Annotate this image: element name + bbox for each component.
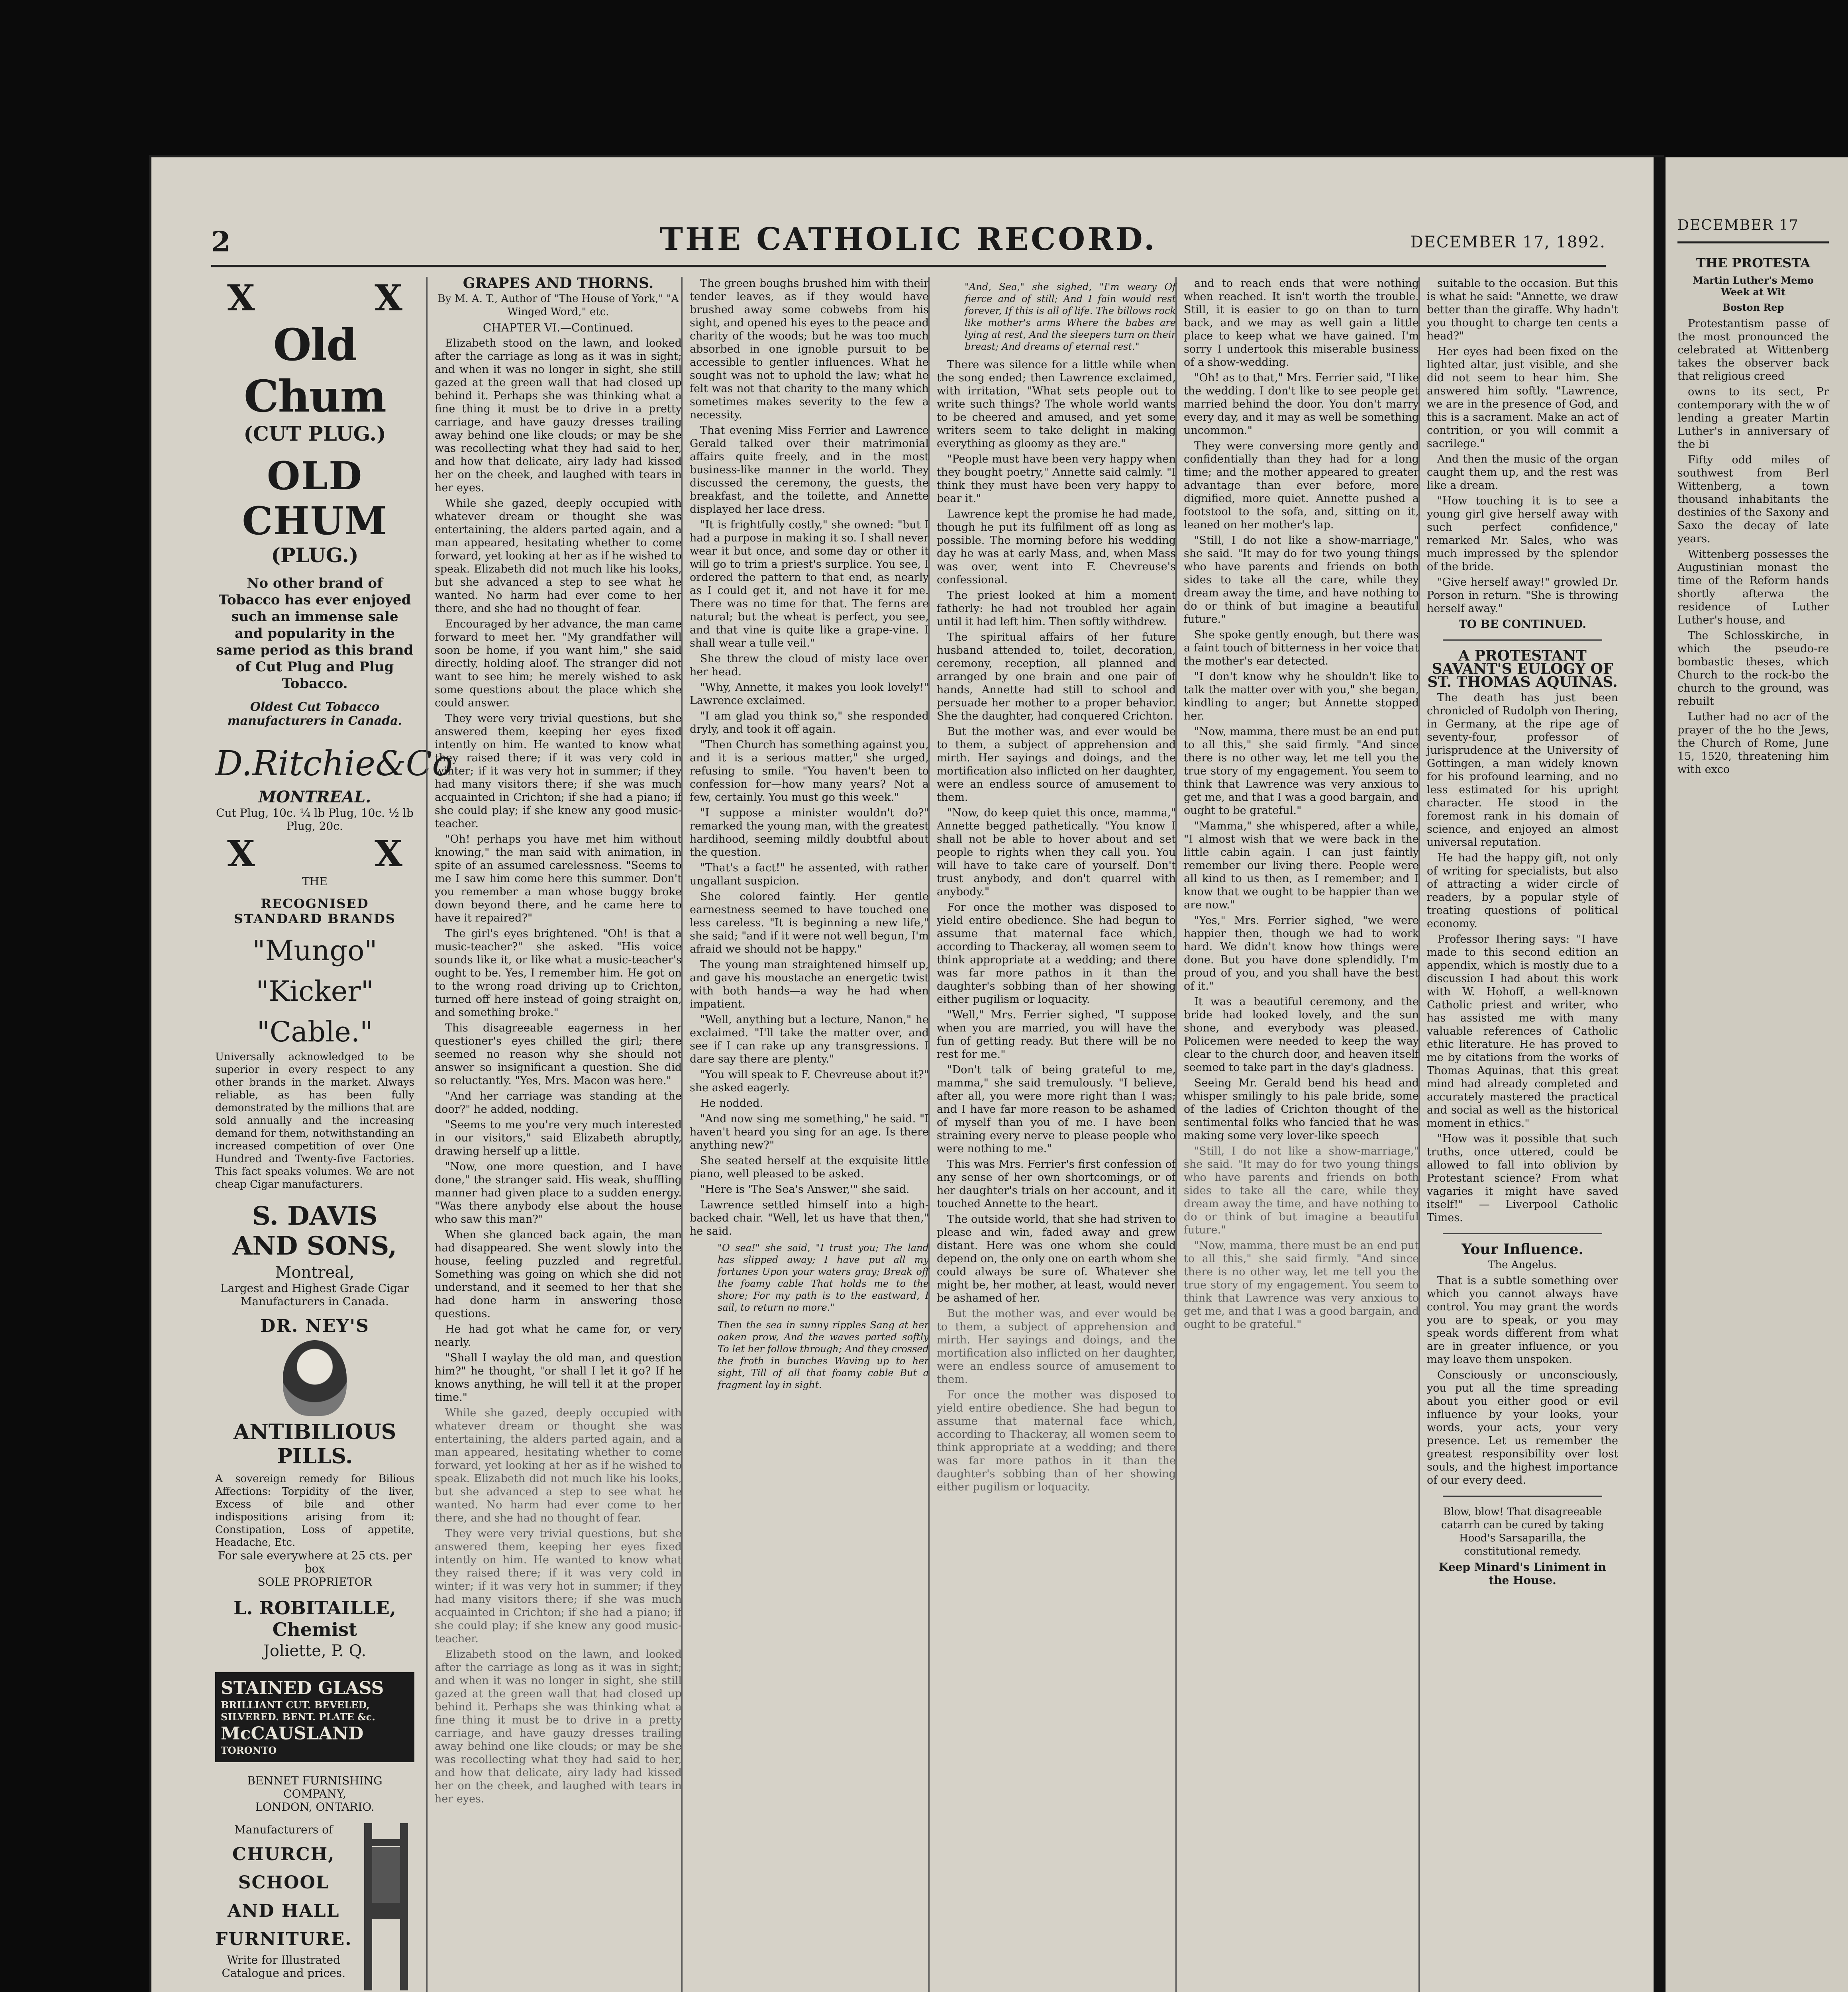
cut-plug-label: (CUT PLUG.) (243, 422, 386, 445)
cross-mark-icon: X (375, 277, 402, 319)
story-paragraph: The young man straightened himself up, and gave his moustache an energetic twist with both hands—a way he had when impatient. (690, 959, 929, 1010)
story-column-2 (681, 277, 936, 1992)
glass-line1: STAINED GLASS (221, 1678, 384, 1698)
story-paragraph: "You will speak to F. Chevreuse about it?" she asked eagerly. (690, 1069, 929, 1094)
old-chum-tagline: Oldest Cut Tobacco manufacturers in Canada. (227, 700, 402, 728)
ad-cross-marks-bottom (215, 833, 414, 875)
adjacent-paragraph: Protestantism passe of the most pronounced the celebrated at Wittenberg takes the observer back that religious creed (1677, 318, 1829, 382)
adjacent-page-column (1677, 157, 1829, 778)
story-paragraph: She colored faintly. Her gentle earnestness seemed to have touched one less careless. "It is beginning a new life," she said; "and if it were not well begun, I'm afraid we should not be happy." (690, 890, 929, 955)
adjacent-paragraph: Fifty odd miles of southwest from Berl Wittenberg, a town thousand inhabitants the destinies of the Saxony and Saxo the decay of late years. (1677, 454, 1829, 545)
story-paragraph: He had got what he came for, or very nearly. (435, 1323, 682, 1349)
story-paragraph: "That's a fact!" he assented, with rather ungallant suspicion. (690, 862, 929, 887)
section-divider (1443, 1496, 1602, 1497)
story-paragraph: "Oh! perhaps you have met him without knowing," the man said with animation, in spite of an assumed carelessness. "Seems to me I saw him come here this summer. Don't you remember a man whose buggy broke down beyond there, and he came here to have it repaired?" (435, 833, 682, 924)
church-chair-icon (356, 1823, 414, 1990)
story-paragraph: The girl's eyes brightened. "Oh! is that a music-teacher?" she asked. "His voice sounds like it, or like what a music-teacher's ought to be. Yes, I remember him. He got on to the wrong road driving up to Crichton, turned off here instead of going straight on, and something broke." (435, 927, 682, 1019)
minards-ad-text: Keep Minard's Liniment in the House. (1438, 1561, 1606, 1587)
poem-stanza: "O sea!" she said, "I trust you; The land has slipped away; I have put all my fortunes Upon your waters gray; Break off the foamy cable That holds me to the shore; For my path is to the eastward, I sail, to return no more." (718, 1242, 929, 1313)
story-paragraph: "Seems to me you're very much interested in our visitors," said Elizabeth abruptly, drawing herself up a little. (435, 1119, 682, 1157)
story-paragraph: For once the mother was disposed to yield entire obedience. She had begun to assume that maternal face which, according to Thackeray, all women seem to think appropriate at a wedding; and there was far more pathos in it than the daughter's sobbing than of her showing either pugilism or loquacity. (937, 1389, 1176, 1493)
standard-brands-ad (211, 875, 418, 1308)
bennet-city: LONDON, ONTARIO. (255, 1800, 375, 1814)
ney-proprietor: L. ROBITAILLE, Chemist (233, 1597, 396, 1640)
story-paragraph: "I am glad you think so," she responded dryly, and took it off again. (690, 710, 929, 735)
to-be-continued: TO BE CONTINUED. (1458, 618, 1587, 631)
story-paragraph: "Now, do keep quiet this once, mamma," Annette begged pathetically. "You know I shall not be able to hover about and set people to rights when they call you. You will have to take care of yourself. Don't trust anybody, and don't quarrel with anybody." (937, 807, 1176, 898)
story-title: GRAPES AND THORNS. (463, 275, 654, 292)
adjacent-headline: THE PROTESTA (1696, 255, 1811, 271)
story-paragraph: While she gazed, deeply occupied with whatever dream or thought she was entertaining, the alders parted again, and a man appeared, hesitating whether to come forward, yet looking at her as if he wished to speak. Elizabeth did not much like his looks, but she advanced a step to see what he wanted. No harm had ever come to her there, and she had no thought of fear. (435, 1407, 682, 1524)
ad-cross-marks (215, 277, 414, 319)
story-paragraph: and to reach ends that were nothing when reached. It isn't worth the trouble. Still, it is easier to go on than to turn back, and we may as well gain a little place to keep what we have gained. I'm sorry I undertook this miserable business of a show-wedding. (1184, 277, 1419, 369)
influence-headline: Your Influence. (1461, 1241, 1584, 1258)
story-paragraph: When she glanced back again, the man had disappeared. She went slowly into the house, feeling puzzled and regretful. Something was going on which she did not understand, and it seemed to her that she had done harm in answering those questions. (435, 1229, 682, 1320)
bennet-hall: AND HALL (228, 1901, 340, 1921)
story-paragraph: "Why, Annette, it makes you look lovely!" Lawrence exclaimed. (690, 681, 929, 707)
adjacent-paragraph: Wittenberg possesses the Augustinian monast the time of the Reform hands shortly afterwa the residence of Luther Luther's house, and (1677, 548, 1829, 626)
chapter-heading: CHAPTER VI.—Continued. (483, 321, 634, 334)
story-paragraph: "I don't know why he shouldn't like to talk the matter over with you," she began, kindling to anger; but Annette stopped her. (1184, 671, 1419, 722)
story-paragraph: He nodded. (700, 1097, 763, 1110)
brand-kicker: "Kicker" (256, 975, 374, 1008)
story-paragraph: "Here is 'The Sea's Answer,'" she said. (700, 1183, 910, 1196)
adjacent-paragraph: The Schlosskirche, in which the pseudo-re bombastic theses, which Church to the rock-bo the church to the ground, was rebuilt (1677, 629, 1829, 708)
story-paragraph: They were conversing more gently and confidentially than they had for a long time; and the mother appeared to greater advantage than ever before, more dignified, more quiet. Annette pushed a footstool to the sofa, and, sitting on it, leaned on her mother's lap. (1184, 440, 1419, 531)
old-chum-script-brand: Old Chum (244, 319, 386, 422)
cross-mark-icon: X (375, 833, 402, 875)
story-column-1 (426, 277, 689, 1992)
influence-source: The Angelus. (1488, 1259, 1557, 1271)
story-paragraph: That evening Miss Ferrier and Lawrence Gerald talked over their matrimonial affairs quite freely, and in the most business-like manner in the world. They discussed the ceremony, the guests, the breakfast, and the toilette, and Annette displayed her lace dress. (690, 424, 929, 516)
story-paragraph: There was silence for a little while when the song ended; then Lawrence exclaimed, with irritation, "What sets people out to write such things? The whole world wants to be cheered and amused, and yet some writers seem to take delight in making everything as gloomy as they are." (937, 359, 1176, 450)
poem-stanza: "And, Sea," she sighed, "I'm weary Of fierce and of still; And I fain would rest forever, If this is all of life. The billows rock like mother's arms Where the babes are lying at rest, And the sleepers turn on their breast; And dreams of eternal rest." (965, 281, 1176, 352)
poem-stanza: Then the sea in sunny ripples Sang at her oaken prow, And the waves parted softly To let her follow through; And they crossed the froth in bunches Waving up to her sight, Till of all that foamy cable But a fragment lay in sight. (718, 1320, 929, 1390)
story-paragraph: She threw the cloud of misty lace over her head. (690, 653, 929, 678)
story-paragraph: "I suppose a minister wouldn't do?" remarked the young man, with the greatest hardihood, seeming mildly doubtful about the question. (690, 807, 929, 859)
story-paragraph: Lawrence kept the promise he had made, though he put its fulfilment off as long as possible. The morning before his wedding day he was at early Mass, and, when Mass was over, went into F. Chevreuse's confessional. (937, 508, 1176, 586)
adjacent-source: Boston Rep (1722, 302, 1784, 313)
story-paragraph: "Give herself away!" growled Dr. Porson in return. "She is throwing herself away." (1427, 576, 1618, 615)
story-paragraph: She spoke gently enough, but there was a faint touch of bitterness in her voice that the mother's ear detected. (1184, 629, 1419, 667)
bennet-write: Write for Illustrated Catalogue and prices. (222, 1953, 346, 1980)
story-paragraph: But the mother was, and ever would be to them, a subject of apprehension and mirth. Her sayings and doings, and the mortification also inflicted on her daughter, were an endless source of amusement to them. (937, 725, 1176, 804)
story-paragraph: Elizabeth stood on the lawn, and looked after the carriage as long as it was in sight; and when it was no longer in sight, she still gazed at the green wall that had closed up behind it. Perhaps she was thinking what a fine thing it must be to drive in a pretty carriage, and have gauzy dresses trailing away behind one like clouds; or may be she was recollecting what they had said to her, and how that delicate, airy lady had kissed her on the cheek, and laughed with tears in her eyes. (435, 337, 682, 494)
story-paragraph: And then the music of the organ caught them up, and the rest was like a dream. (1427, 453, 1618, 492)
davis-tagline: Largest and Highest Grade Cigar Manufacturers in Canada. (220, 1282, 409, 1308)
story-paragraph: The outside world, that she had striven to please and win, faded away and grew distant. Here was one whom she could depend on, the only one on earth whom she could always be sure of. Whatever she might be, her mother, at least, would never be ashamed of her. (937, 1213, 1176, 1304)
section-divider (1443, 1233, 1602, 1234)
story-paragraph: "Shall I waylay the old man, and question him?" he thought, "or shall I let it go? If he knows anything, he will tell it at the proper time." (435, 1352, 682, 1404)
brand-mungo: "Mungo" (252, 934, 377, 967)
story-byline: By M. A. T., Author of "The House of York," "A Winged Word," etc. (437, 293, 679, 318)
story-paragraph: "Still, I do not like a show-marriage," she said. "It may do for two young things who have parents and friends on both sides to take all the care, while they dream away the time, and have nothing to do or think of but imagine a beautiful future." (1184, 534, 1419, 625)
bennet-church: CHURCH, (232, 1844, 335, 1865)
ney-product: ANTIBILIOUS PILLS. (233, 1420, 396, 1469)
bennet-furniture: FURNITURE. (215, 1929, 352, 1949)
advertisement-column (211, 277, 453, 1992)
ney-heading: DR. NEY'S (260, 1316, 369, 1336)
glass-line3: McCAUSLAND (221, 1723, 364, 1744)
old-chum-prices: Cut Plug, 10c. ¼ lb Plug, 10c. ½ lb Plug, 20c. (216, 806, 414, 833)
ney-body: A sovereign remedy for Bilious Affections: Torpidity of the liver, Excess of bile and other indispositions arising from it: Constipation, Loss of appetite, Headache, Etc. (215, 1473, 414, 1549)
adjacent-subheadline: Martin Luther's Memo Week at Wit (1693, 274, 1814, 298)
the-label: THE (302, 875, 328, 888)
story-paragraph: "Still, I do not like a show-marriage," she said. "It may do for two young things who have parents and friends on both sides to take all the care, while they dream away the time, and have nothing to do or think of but imagine a beautiful future." (1184, 1145, 1419, 1236)
story-paragraph: They were very trivial questions, but she answered them, keeping her eyes fixed intently on him. He wanted to know what they raised there; if it was very cold in winter; if it was very hot in summer; if they had many visitors there; if she was much acquainted in Crichton; if she had a piano; if she could play; if she knew any good music-teacher. (435, 1527, 682, 1645)
cross-mark-icon: X (227, 833, 255, 875)
story-paragraph: "Well, anything but a lecture, Nanon," he exclaimed. "I'll take the matter over, and see if I can rake up any transgressions. I dare say there are plenty." (690, 1014, 929, 1065)
story-paragraph: Elizabeth stood on the lawn, and looked after the carriage as long as it was in sight; and when it was no longer in sight, she still gazed at the green wall that had closed up behind it. Perhaps she was thinking what a fine thing it must be to drive in a pretty carriage, and have gauzy dresses trailing away behind one like clouds; or may be she was recollecting what they had said to her, and how that delicate, airy lady had kissed her on the cheek, and laughed with tears in her eyes. (435, 1648, 682, 1805)
bennet-heading: BENNET FURNISHING COMPANY, (247, 1774, 383, 1800)
story-paragraph: While she gazed, deeply occupied with whatever dream or thought she was entertaining, the alders parted again, and a man appeared, hesitating whether to come forward, yet looking at her as if he wished to speak. Elizabeth did not much like his looks, but she advanced a step to see what he wanted. No harm had ever come to her there, and she had no thought of fear. (435, 497, 682, 615)
story-paragraph: "Now, mamma, there must be an end put to all this," she said firmly. "And since there is no other way, let me tell you the true story of my engagement. You seem to think that Lawrence was very anxious to get me, and that I was a good bargain, and ought to be grateful." (1184, 1239, 1419, 1331)
bennet-furnishing-ad (211, 1774, 418, 1992)
story-paragraph: But the mother was, and ever would be to them, a subject of apprehension and mirth. Her sayings and doings, and the mortification also inflicted on her daughter, were an endless source of amusement to them. (937, 1308, 1176, 1386)
bennet-mfr: Manufacturers of (234, 1823, 333, 1836)
story-paragraph: Lawrence settled himself into a high-backed chair. "Well, let us have that then," he said. (690, 1199, 929, 1237)
story-column-4 (1175, 277, 1426, 1992)
story-paragraph: This was Mrs. Ferrier's first confession of any sense of her own shortcomings, or of her daughter's trials on her account, and it touched Annette to the heart. (937, 1158, 1176, 1210)
story-paragraph: They were very trivial questions, but she answered them, keeping her eyes fixed intently on him. He wanted to know what they raised there; if it was very cold in winter; if it was very hot in summer; if they had many visitors there; if she was much acquainted in Crichton; if she had a piano; if she could play; if she knew any good music-teacher. (435, 712, 682, 830)
portrait-icon (283, 1340, 347, 1416)
ney-sole: SOLE PROPRIETOR (257, 1575, 372, 1588)
adjacent-body (1677, 317, 1829, 776)
article-paragraph: Professor Ihering says: "I have made to this second edition an appendix, which is mostly due to a discussion I had about this work with W. Hohoff, a well-known Catholic priest and writer, who has assisted me with many valuable references of Catholic ethic literature. He has proved to me by citations from the works of Thomas Aquinas, that this great mind had already completed and accurately mastered the practical and social as well as the historical moment in ethics." (1427, 933, 1618, 1129)
story-paragraph: "Oh! as to that," Mrs. Ferrier said, "I like the wedding. I don't like to see people get married behind the door. You don't marry every day, and it may as well be something uncommon." (1184, 372, 1419, 437)
old-chum-caps-brand: OLD CHUM (242, 453, 388, 543)
bennet-text (215, 1823, 352, 1980)
story-paragraph: This disagreeable eagerness in her questioner's eyes chilled the girl; there seemed no reason why she should not answer so insignificant a question. She did so reluctantly. "Yes, Mrs. Macon was here." (435, 1022, 682, 1087)
story-paragraph: "Mamma," she whispered, after a while, "I almost wish that we were back in the little cabin again. I can just faintly remember our living there. People were all kind to us then, as I remember; and I know that we ought to be happier than we are now." (1184, 820, 1419, 911)
story-column-3 (928, 277, 1183, 1992)
story-paragraph: She seated herself at the exquisite little piano, well pleased to be asked. (690, 1155, 929, 1180)
story-paragraph: It was a beautiful ceremony, and the bride had looked lovely, and the sun shone, and everybody was pleased. Policemen were needed to keep the way clear to the church door, and heaven itself seemed to take part in the day's gladness. (1184, 996, 1419, 1074)
story-paragraph: For once the mother was disposed to yield entire obedience. She had begun to assume that maternal face which, according to Thackeray, all women seem to think appropriate at a wedding; and there was far more pathos in it than the daughter's sobbing than of her showing either pugilism or loquacity. (937, 901, 1176, 1006)
story-column-5 (1418, 277, 1625, 1992)
story-paragraph: "And her carriage was standing at the door?" he added, nodding. (435, 1090, 682, 1116)
ney-city: Joliette, P. Q. (263, 1642, 367, 1660)
bennet-body (215, 1823, 414, 1990)
story-paragraph: "Don't talk of being grateful to me, mamma," she said tremulously. "I believe, after all, you were more right than I was; and I have far more reason to be ashamed of myself than you of me. I have been straining every nerve to please people who were nothing to me." (937, 1064, 1176, 1155)
masthead (211, 217, 1606, 267)
story-paragraph: Seeing Mr. Gerald bend his head and whisper smilingly to his pale bride, some of the ladies of Crichton thought of the sentimental folks who fancied that he was making some very lover-like speech (1184, 1077, 1419, 1142)
story-paragraph: "Well," Mrs. Ferrier sighed, "I suppose when you are married, you will have the fun of getting ready. But there will be no rest for me." (937, 1009, 1176, 1061)
standard-brands-heading: RECOGNISED STANDARD BRANDS (234, 896, 396, 926)
davis-city: Montreal, (275, 1263, 355, 1282)
section-divider (1443, 639, 1602, 641)
davis-and-sons: S. DAVIS AND SONS, (232, 1201, 397, 1261)
issue-date: DECEMBER 17, 1892. (1410, 233, 1606, 251)
hoods-ad-text: Blow, blow! That disagreeable catarrh can be cured by taking Hood's Sarsaparilla, the constitutional remedy. (1441, 1506, 1604, 1557)
story-paragraph: "How touching it is to see a young girl give herself away with such perfect confidence," remarked Mr. Sales, who was much impressed by the splendor of the bride. (1427, 495, 1618, 573)
ney-sale: For sale everywhere at 25 cts. per box (218, 1549, 412, 1575)
article-paragraph: He had the happy gift, not only of writing for specialists, but also of attracting a wider circle of readers, by a popular style of treating questions of political economy. (1427, 852, 1618, 930)
bennet-school: SCHOOL (238, 1872, 329, 1893)
story-paragraph: "Yes," Mrs. Ferrier sighed, "we were happier then, though we had to work hard. We didn't know how things were done. But you have done splendidly. I'm proud of you, and you shall have the best of it." (1184, 914, 1419, 992)
standard-brands-body: Universally acknowledged to be superior in every respect to any other brands in the market. Always reliable, as has been fully demonstrated by the millions that are sold annually and the increasing demand for them, notwithstanding an increased competition of over One Hundred and Twenty-five Factories. This fact speaks volumes. We are not cheap Cigar manufacturers. (215, 1051, 414, 1190)
story-paragraph: "People must have been very happy when they bought poetry," Annette said calmly. "I think they must have been very happy to bear it." (937, 453, 1176, 505)
plug-label: (PLUG.) (271, 543, 359, 567)
ritchie-signature: D.Ritchie&Co (215, 744, 453, 784)
story-paragraph: "Then Church has something against you, and it is a serious matter," she urged, refusing to smile. "You haven't been to confession for—how many years? Not a few, certainly. You must go this week." (690, 739, 929, 804)
story-paragraph: suitable to the occasion. But this is what he said: "Annette, we draw better than the giraffe. Why hadn't you thought to charge ten cents a head?" (1427, 277, 1618, 342)
story-paragraph: The priest looked at him a moment fatherly: he had not troubled her again until it had left him. Then softly withdrew. (937, 589, 1176, 628)
ney-pills-ad (211, 1316, 418, 1660)
story-paragraph: "And now sing me something," he said. "I haven't heard you sing for an age. Is there anything new?" (690, 1113, 929, 1151)
story-paragraph: "Now, mamma, there must be an end put to all this," she said firmly. "And since there is no other way, let me tell you the true story of my engagement. You seem to think that Lawrence was very anxious to get me, and that I was a good bargain, and ought to be grateful." (1184, 725, 1419, 817)
savant-headline: A PROTESTANT SAVANT'S EULOGY OF ST. THOMAS AQUINAS. (1427, 647, 1618, 690)
glass-line4: TORONTO (221, 1745, 277, 1756)
article-paragraph: That is a subtle something over which you cannot always have control. You may grant the words you are to speak, or you may speak words different from what are in greater influence, or you may leave them unspoken. (1427, 1274, 1618, 1366)
old-chum-body: No other brand of Tobacco has ever enjoyed such an immense sale and popularity in the same period as this brand of Cut Plug and Plug Tobacco. (216, 575, 414, 692)
adjacent-page-date: DECEMBER 17 (1677, 217, 1829, 243)
story-paragraph: "It is frightfully costly," she owned: "but I had a purpose in making it so. I shall never wear it but once, and some day or other it will go to trim a priest's surplice. You see, I ordered the pattern to that end, as nearly as I could get it, and not have it for me. There was no time for that. The ferns are natural; but the wheat is perfect, you see, and that vine is quite like a grape-vine. I shall wear a tulle veil." (690, 519, 929, 649)
story-paragraph: The green boughs brushed him with their tender leaves, as if they would have brushed away some cobwebs from his sight, and opened his eyes to the peace and charity of the woods; but he was too much absorbed in one ignoble pursuit to be accessible to gentler influences. What he sought was not to uphold the law; what he felt was not that charity to the many which sometimes makes severity to the few a necessity. (690, 277, 929, 421)
adjacent-page-edge (1654, 157, 1848, 1992)
adjacent-paragraph: owns to its sect, Pr contemporary with the w of lending a greater Martin Luther's in anniversary of the bi (1677, 386, 1829, 451)
glass-line2: BRILLIANT CUT. BEVELED, SILVERED. BENT. PLATE &c. (221, 1699, 375, 1723)
brand-cable: "Cable." (257, 1016, 373, 1048)
page-number: 2 (211, 225, 231, 258)
newspaper-page (151, 157, 1662, 1992)
cross-mark-icon: X (227, 277, 255, 319)
story-paragraph: Encouraged by her advance, the man came forward to meet her. "My grandfather will soon be home, if you want him," she said directly, holding aloof. The stranger did not want to see him; he merely wished to ask some questions about the place which she could answer. (435, 618, 682, 709)
story-paragraph: "Now, one more question, and I have done," the stranger said. His weak, shuffling manner had given place to a sudden energy. "Was there anybody else about the house who saw this man?" (435, 1161, 682, 1225)
article-paragraph: Consciously or unconsciously, you put all the time spreading about you either good or evil influence by your looks, your words, your acts, your very presence. Let us remember the greatest responsibility over lost souls, and the highest importance of our every deed. (1427, 1369, 1618, 1486)
old-chum-city: MONTREAL. (258, 788, 371, 806)
story-paragraph: Her eyes had been fixed on the lighted altar, just visible, and she did not seem to hear him. She answered him softly. "Lawrence, we are in the presence of God, and this is a sacrament. Make an act of contrition, or you will commit a sacrilege." (1427, 345, 1618, 450)
article-paragraph: "How was it possible that such truths, once uttered, could be allowed to fall into oblivion by Protestant science? From what vagaries it might have saved itself!" — Liverpool Catholic Times. (1427, 1133, 1618, 1224)
paper-name: THE CATHOLIC RECORD. (659, 221, 1157, 257)
stained-glass-ad (215, 1672, 414, 1762)
adjacent-paragraph: Luther had no acr of the prayer of the ho the Jews, the Church of Rome, June 15, 1520, threatening him with exco (1677, 711, 1829, 776)
article-paragraph: The death has just been chronicled of Rudolph von Ihering, in Germany, at the ripe age of seventy-four, professor of jurisprudence at the University of Gottingen, a man widely known for his profound learning, and no less estimated for his upright character. He stood in the foremost rank in his domain of science, and enjoyed an almost universal reputation. (1427, 692, 1618, 849)
old-chum-ad (211, 277, 453, 875)
story-paragraph: The spiritual affairs of her future husband attended to, toilet, decoration, ceremony, reception, all planned and arranged by one brain and one pair of hands, Annette had still to school and persuade her mother to a proper behavior. She the daughter, had conquered Crichton. (937, 631, 1176, 722)
